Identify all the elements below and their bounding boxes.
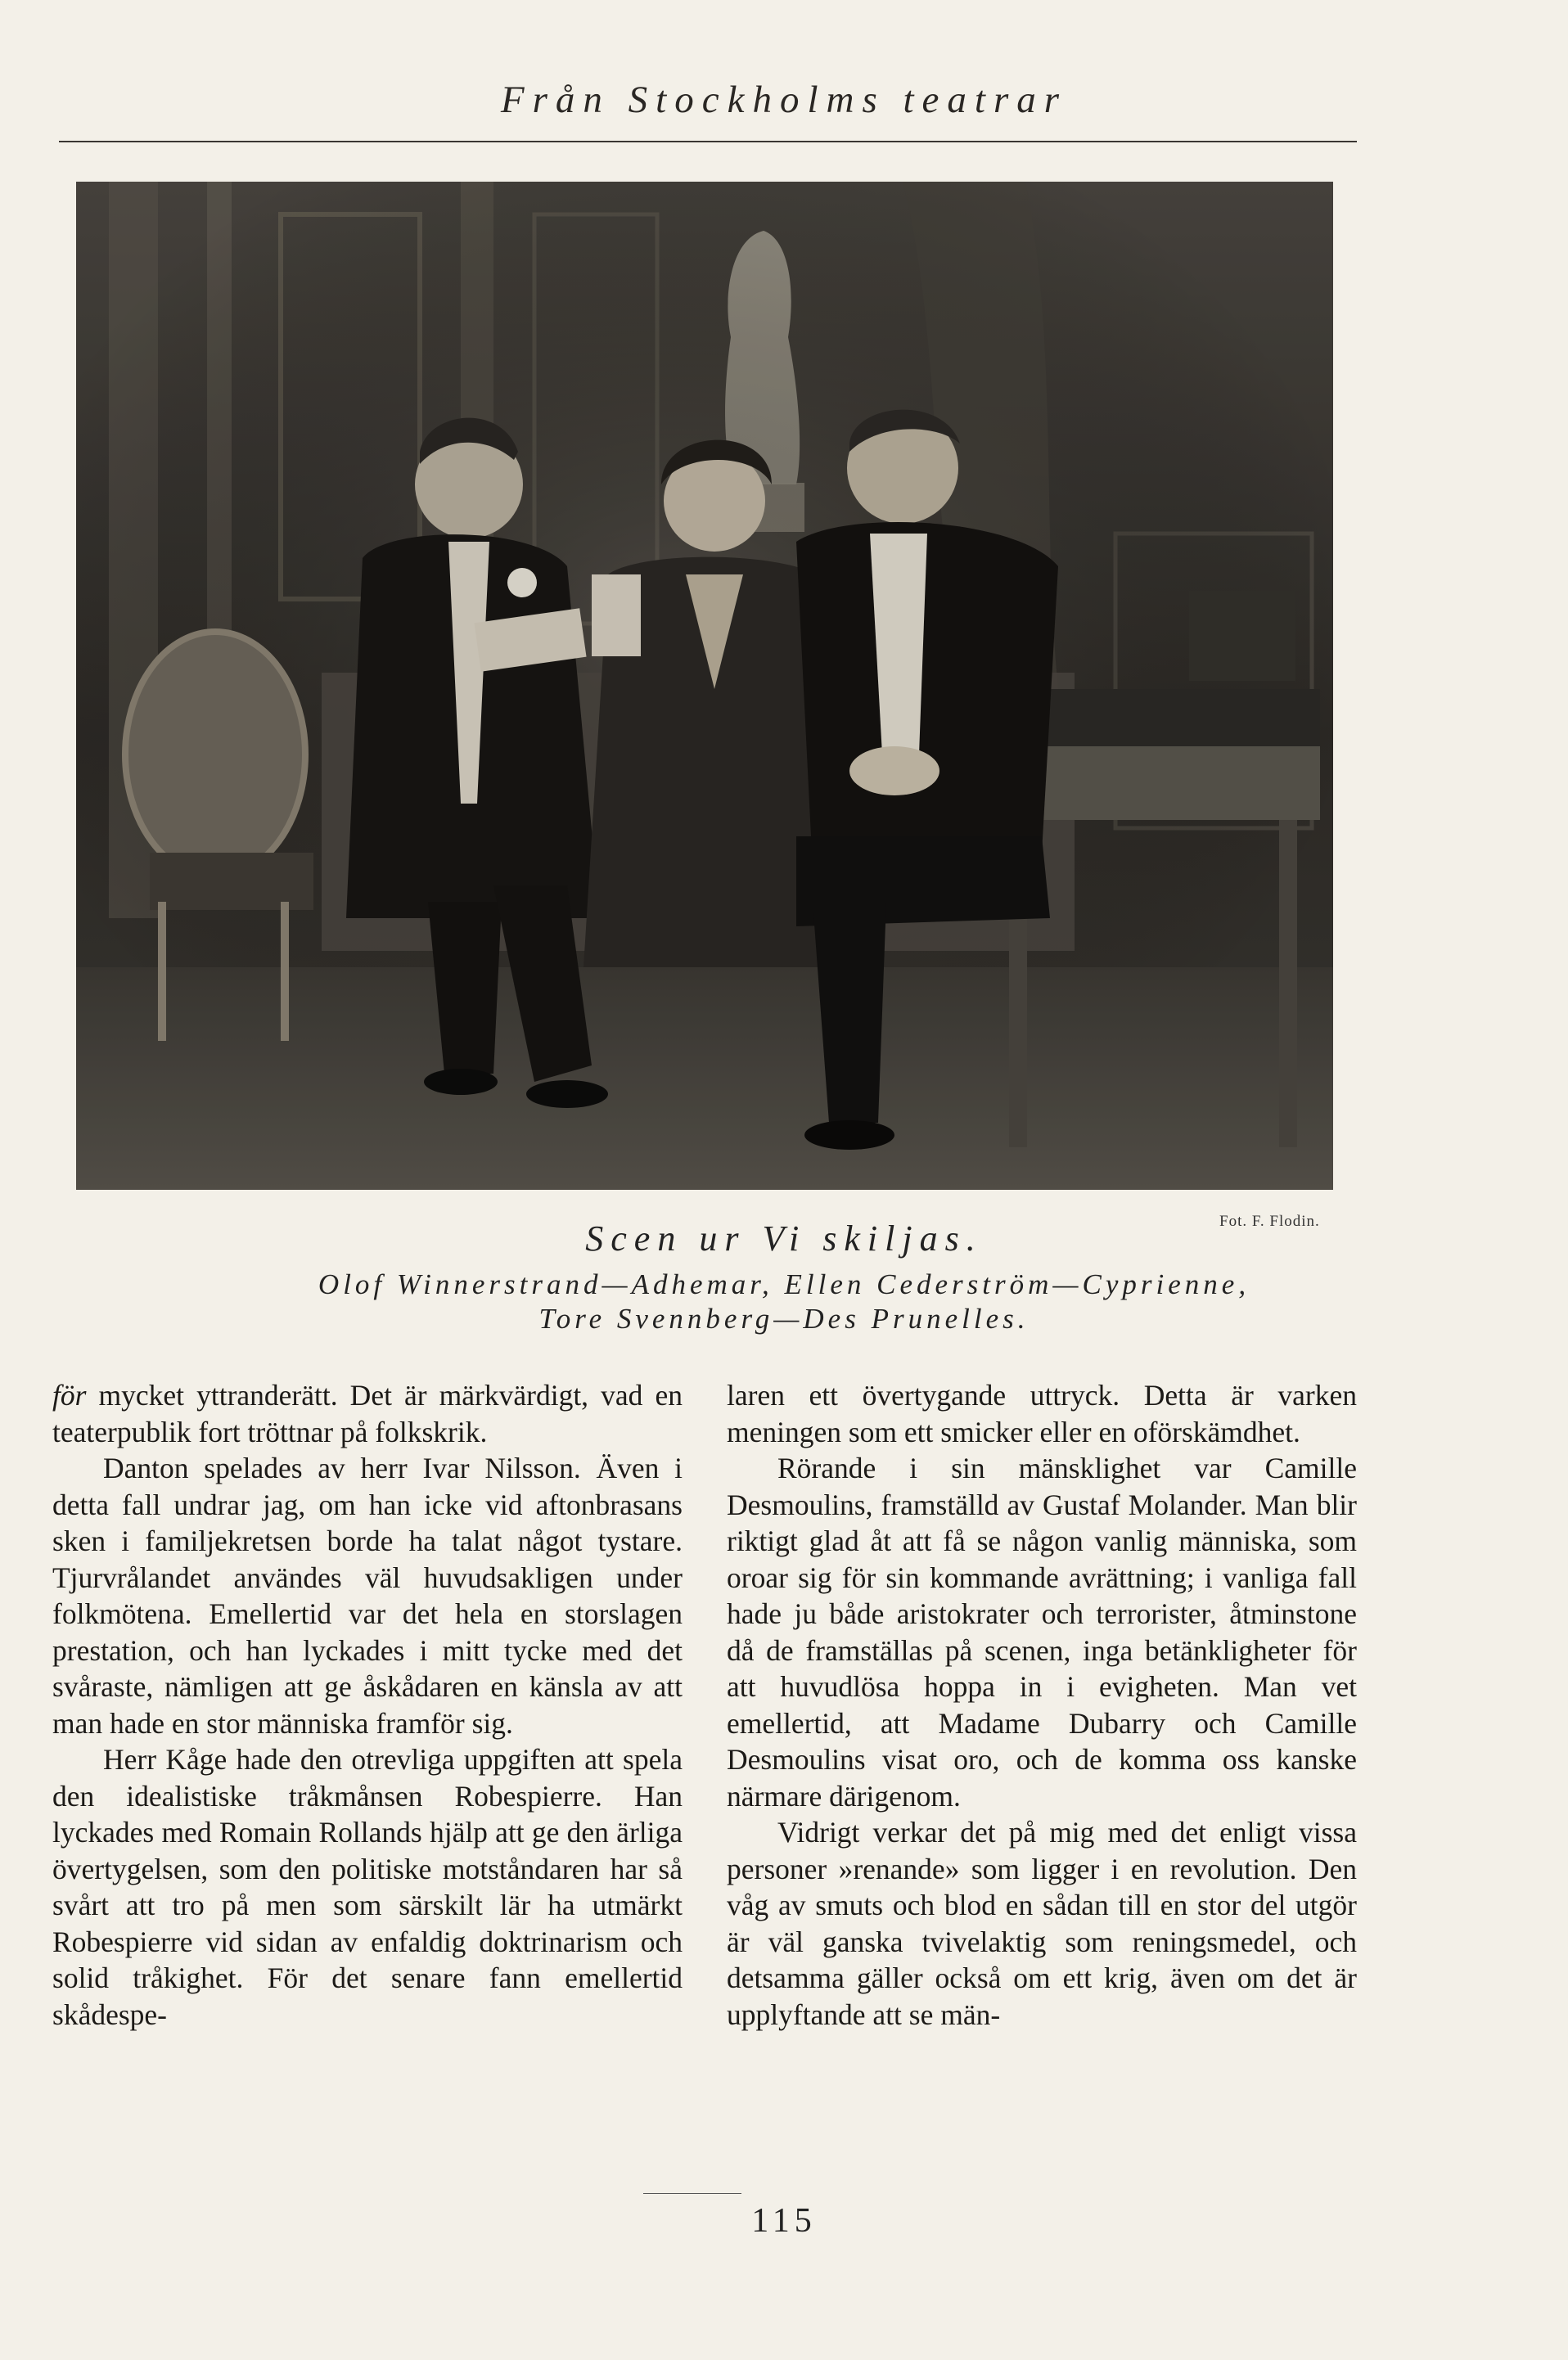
right-column	[727, 1377, 1357, 2033]
running-title: Från Stockholms teatrar	[500, 79, 1068, 121]
right-paragraph-1: laren ett övertygande uttryck. Detta är varken meningen som ett smicker eller en oförskämdhet.	[727, 1379, 1357, 1448]
right-paragraph-2: Rörande i sin mänsklighet var Camille Desmoulins, framställd av Gustaf Molander. Man blir riktigt glad åt att få se någon vanlig människa, som oroar sig för sin kommande avrättning; i vanliga fall hade ju både aristokrater och terrorister, åtminstone då de framställas på scenen, inga betänkligheter för att huvudlösa hoppa in i evigheten. Man vet emellertid, att Madame Dubarry och Camille Desmoulins visat oro, och de komma oss kanske närmare därigenom.	[727, 1452, 1357, 1813]
left-paragraph-2: Danton spelades av herr Ivar Nilsson. Även i detta fall undrar jag, om han icke vid aftonbrasans sken i familjekretsen borde ha talat något tystare. Tjurvrålandet användes väl huvudsakligen under folkmötena. Emellertid var det hela en storslagen prestation, och han lyckades i mitt tycke med det svåraste, nämligen att ge åskådaren en känsla av att man hade en stor människa framför sig.	[52, 1452, 683, 1740]
caption-cast-line-1: Olof Winnerstrand—Adhemar, Ellen Cederström—Cyprienne,	[318, 1268, 1250, 1300]
stage-photograph-illustration	[76, 182, 1333, 1190]
page-number: 115	[751, 2202, 817, 2240]
page-number-rule	[643, 2193, 741, 2194]
left-column	[52, 1377, 683, 2033]
left-paragraph-1	[52, 1377, 683, 1450]
header-rule	[59, 141, 1357, 142]
left-paragraph-1-text: mycket yttranderätt. Det är märkvärdigt, vad en teaterpublik fort tröttnar på folkskrik.	[52, 1379, 683, 1448]
italic-lead-word: för	[52, 1379, 87, 1412]
caption-cast-line-2: Tore Svennberg—Des Prunelles.	[538, 1303, 1030, 1335]
stage-photograph	[76, 182, 1333, 1190]
right-paragraph-3: Vidrigt verkar det på mig med det enligt vissa personer »renande» som ligger i en revolution. Den våg av smuts och blod en sådan till en stor del utgör är väl ganska tvivelaktig som reningsmedel, och detsamma gäller också om ett krig, även om det är upplyftande att se män-	[727, 1816, 1357, 2031]
left-paragraph-3: Herr Kåge hade den otrevliga uppgiften att spela den idealistiske tråkmånsen Robespierre. Han lyckades med Romain Rollands hjälp att ge den ärliga övertygelsen, som den politiske motståndaren har så svårt att tro på men som särskilt lär ha utmärkt Robespierre vid sidan av enfaldig doktrinarism och solid tråkighet. För det senare fann emellertid skådespe-	[52, 1743, 683, 2031]
caption-title: Scen ur Vi skiljas.	[585, 1218, 983, 1259]
photo-credit: Fot. F. Flodin.	[1219, 1213, 1320, 1230]
